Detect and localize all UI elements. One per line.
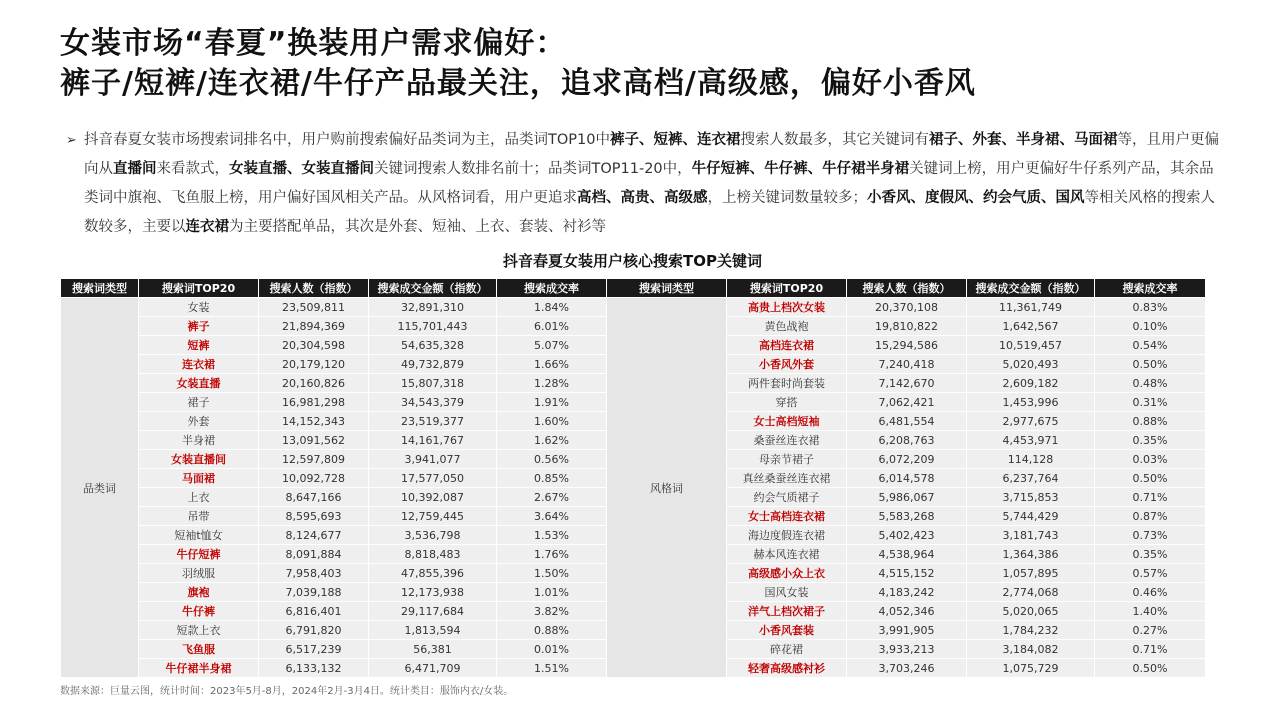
- keyword-cell: 母亲节裙子: [727, 450, 847, 469]
- search-gmv-cell: 34,543,379: [369, 393, 497, 412]
- summary-bold-3: 直播间: [113, 161, 157, 177]
- search-gmv-cell: 47,855,396: [369, 564, 497, 583]
- search-gmv-cell: 5,744,429: [967, 507, 1095, 526]
- search-users-cell: 20,179,120: [259, 355, 369, 374]
- conversion-rate-cell: 0.03%: [1095, 450, 1206, 469]
- summary-bold-4: 女装直播、女装直播间: [229, 161, 374, 177]
- search-users-cell: 16,981,298: [259, 393, 369, 412]
- search-users-cell: 19,810,822: [847, 317, 967, 336]
- conversion-rate-cell: 0.54%: [1095, 336, 1206, 355]
- conversion-rate-cell: 0.88%: [1095, 412, 1206, 431]
- search-users-cell: 6,517,239: [259, 640, 369, 659]
- search-users-cell: 6,133,132: [259, 659, 369, 678]
- search-gmv-cell: 10,392,087: [369, 488, 497, 507]
- data-source-note: 数据来源：巨量云图，统计时间：2023年5月-8月，2024年2月-3月4日。统计类目：服饰内衣/女装。: [60, 686, 514, 697]
- conversion-rate-cell: 1.01%: [497, 583, 607, 602]
- style-type-cell: 风格词: [607, 298, 727, 678]
- search-users-cell: 10,092,728: [259, 469, 369, 488]
- search-gmv-cell: 10,519,457: [967, 336, 1095, 355]
- search-users-cell: 4,183,242: [847, 583, 967, 602]
- search-users-cell: 3,703,246: [847, 659, 967, 678]
- search-gmv-cell: 2,609,182: [967, 374, 1095, 393]
- conversion-rate-cell: 6.01%: [497, 317, 607, 336]
- conversion-rate-cell: 0.73%: [1095, 526, 1206, 545]
- conversion-rate-cell: 0.88%: [497, 621, 607, 640]
- keyword-cell: 洋气上档次裙子: [727, 602, 847, 621]
- search-users-cell: 6,481,554: [847, 412, 967, 431]
- search-users-cell: 8,091,884: [259, 545, 369, 564]
- summary-text-7: ，上榜关键词数量较多；: [707, 190, 867, 206]
- keyword-cell: 小香风套装: [727, 621, 847, 640]
- header-cell: 搜索成交金额（指数）: [369, 279, 497, 298]
- search-users-cell: 20,160,826: [259, 374, 369, 393]
- search-users-cell: 7,142,670: [847, 374, 967, 393]
- search-gmv-cell: 15,807,318: [369, 374, 497, 393]
- conversion-rate-cell: 0.50%: [1095, 355, 1206, 374]
- search-users-cell: 4,515,152: [847, 564, 967, 583]
- search-users-cell: 12,597,809: [259, 450, 369, 469]
- keyword-cell: 短款上衣: [139, 621, 259, 640]
- conversion-rate-cell: 0.46%: [1095, 583, 1206, 602]
- keyword-cell: 牛仔裤: [139, 602, 259, 621]
- keyword-cell: 女士高档连衣裙: [727, 507, 847, 526]
- summary-paragraph: [66, 126, 1226, 242]
- search-users-cell: 6,816,401: [259, 602, 369, 621]
- summary-bold-2: 裙子、外套、半身裙、马面裙: [928, 132, 1118, 148]
- conversion-rate-cell: 1.28%: [497, 374, 607, 393]
- keyword-cell: 马面裙: [139, 469, 259, 488]
- table-body: [61, 298, 1206, 678]
- search-gmv-cell: 1,057,895: [967, 564, 1095, 583]
- keyword-cell: 连衣裙: [139, 355, 259, 374]
- keyword-cell: 高贵上档次女装: [727, 298, 847, 317]
- search-users-cell: 6,014,578: [847, 469, 967, 488]
- conversion-rate-cell: 1.66%: [497, 355, 607, 374]
- keyword-cell: 女装直播间: [139, 450, 259, 469]
- page-title: [60, 24, 1240, 104]
- keyword-cell: 外套: [139, 412, 259, 431]
- conversion-rate-cell: 1.51%: [497, 659, 607, 678]
- table-row: [61, 298, 1206, 317]
- keyword-cell: 半身裙: [139, 431, 259, 450]
- keyword-cell: 飞鱼服: [139, 640, 259, 659]
- keyword-cell: 小香风外套: [727, 355, 847, 374]
- search-gmv-cell: 12,759,445: [369, 507, 497, 526]
- search-gmv-cell: 12,173,938: [369, 583, 497, 602]
- search-gmv-cell: 3,536,798: [369, 526, 497, 545]
- header-cell: 搜索成交率: [1095, 279, 1206, 298]
- summary-text: [66, 126, 1226, 242]
- conversion-rate-cell: 3.82%: [497, 602, 607, 621]
- header-cell: 搜索成交率: [497, 279, 607, 298]
- conversion-rate-cell: 0.83%: [1095, 298, 1206, 317]
- search-gmv-cell: 4,453,971: [967, 431, 1095, 450]
- search-gmv-cell: 8,818,483: [369, 545, 497, 564]
- keyword-cell: 高档连衣裙: [727, 336, 847, 355]
- conversion-rate-cell: 0.71%: [1095, 640, 1206, 659]
- search-users-cell: 8,595,693: [259, 507, 369, 526]
- summary-text-6: 关键词上榜，用户更偏好牛仔系列产品，其余品类词中旗袍、飞鱼服上榜，用户偏好国风相关产品。从风格词看，用户更追求: [84, 161, 1214, 206]
- conversion-rate-cell: 0.31%: [1095, 393, 1206, 412]
- search-users-cell: 7,039,188: [259, 583, 369, 602]
- keyword-cell: 穿搭: [727, 393, 847, 412]
- search-users-cell: 20,304,598: [259, 336, 369, 355]
- keyword-cell: 旗袍: [139, 583, 259, 602]
- search-users-cell: 7,062,421: [847, 393, 967, 412]
- summary-text-8: 等相关风格的搜索人数较多，主要以: [84, 190, 1215, 235]
- header-cell: 搜索词类型: [607, 279, 727, 298]
- search-gmv-cell: 29,117,684: [369, 602, 497, 621]
- search-users-cell: 13,091,562: [259, 431, 369, 450]
- keyword-cell: 裙子: [139, 393, 259, 412]
- summary-bold-6: 高档、高贵、高级感: [577, 190, 708, 206]
- keyword-cell: 海边度假连衣裙: [727, 526, 847, 545]
- conversion-rate-cell: 0.35%: [1095, 431, 1206, 450]
- header-cell: 搜索人数（指数）: [259, 279, 369, 298]
- conversion-rate-cell: 1.84%: [497, 298, 607, 317]
- conversion-rate-cell: 3.64%: [497, 507, 607, 526]
- search-gmv-cell: 1,813,594: [369, 621, 497, 640]
- search-gmv-cell: 49,732,879: [369, 355, 497, 374]
- conversion-rate-cell: 0.50%: [1095, 469, 1206, 488]
- search-gmv-cell: 1,075,729: [967, 659, 1095, 678]
- conversion-rate-cell: 1.53%: [497, 526, 607, 545]
- page-title-line2: 裤子/短裤/连衣裙/牛仔产品最关注，追求高档/高级感，偏好小香风: [60, 66, 976, 101]
- keyword-cell: 约会气质裙子: [727, 488, 847, 507]
- keyword-cell: 赫本风连衣裙: [727, 545, 847, 564]
- header-cell: 搜索成交金额（指数）: [967, 279, 1095, 298]
- search-users-cell: 7,240,418: [847, 355, 967, 374]
- search-gmv-cell: 115,701,443: [369, 317, 497, 336]
- conversion-rate-cell: 0.01%: [497, 640, 607, 659]
- conversion-rate-cell: 5.07%: [497, 336, 607, 355]
- conversion-rate-cell: 0.71%: [1095, 488, 1206, 507]
- search-users-cell: 7,958,403: [259, 564, 369, 583]
- summary-text-4: 来看款式，: [156, 161, 229, 177]
- search-users-cell: 3,933,213: [847, 640, 967, 659]
- search-users-cell: 6,072,209: [847, 450, 967, 469]
- bullet-arrow-icon: ➢: [66, 133, 77, 148]
- search-gmv-cell: 3,941,077: [369, 450, 497, 469]
- search-gmv-cell: 1,453,996: [967, 393, 1095, 412]
- search-users-cell: 21,894,369: [259, 317, 369, 336]
- conversion-rate-cell: 1.76%: [497, 545, 607, 564]
- search-gmv-cell: 2,774,068: [967, 583, 1095, 602]
- search-users-cell: 23,509,811: [259, 298, 369, 317]
- keyword-cell: 两件套时尚套装: [727, 374, 847, 393]
- keyword-cell: 女装直播: [139, 374, 259, 393]
- search-users-cell: 4,052,346: [847, 602, 967, 621]
- search-users-cell: 6,208,763: [847, 431, 967, 450]
- summary-bold-7: 小香风、度假风、约会气质、国风: [867, 190, 1085, 206]
- keyword-table: [60, 278, 1206, 678]
- search-users-cell: 4,538,964: [847, 545, 967, 564]
- summary-text-2: 搜索人数最多，其它关键词有: [740, 132, 929, 148]
- search-gmv-cell: 5,020,065: [967, 602, 1095, 621]
- conversion-rate-cell: 0.50%: [1095, 659, 1206, 678]
- conversion-rate-cell: 0.27%: [1095, 621, 1206, 640]
- search-gmv-cell: 14,161,767: [369, 431, 497, 450]
- conversion-rate-cell: 2.67%: [497, 488, 607, 507]
- keyword-cell: 女装: [139, 298, 259, 317]
- keyword-cell: 高级感小众上衣: [727, 564, 847, 583]
- conversion-rate-cell: 0.87%: [1095, 507, 1206, 526]
- search-gmv-cell: 1,364,386: [967, 545, 1095, 564]
- conversion-rate-cell: 1.40%: [1095, 602, 1206, 621]
- search-users-cell: 5,583,268: [847, 507, 967, 526]
- search-users-cell: 8,124,677: [259, 526, 369, 545]
- conversion-rate-cell: 1.62%: [497, 431, 607, 450]
- search-users-cell: 5,402,423: [847, 526, 967, 545]
- conversion-rate-cell: 1.91%: [497, 393, 607, 412]
- keyword-cell: 裤子: [139, 317, 259, 336]
- search-users-cell: 15,294,586: [847, 336, 967, 355]
- page-title-line1: 女装市场“春夏”换装用户需求偏好：: [60, 26, 567, 61]
- search-users-cell: 6,791,820: [259, 621, 369, 640]
- search-gmv-cell: 5,020,493: [967, 355, 1095, 374]
- keyword-cell: 真丝桑蚕丝连衣裙: [727, 469, 847, 488]
- search-gmv-cell: 3,715,853: [967, 488, 1095, 507]
- keyword-cell: 牛仔短裤: [139, 545, 259, 564]
- search-users-cell: 8,647,166: [259, 488, 369, 507]
- summary-bold-1: 裤子、短裤、连衣裙: [609, 132, 741, 148]
- keyword-cell: 碎花裙: [727, 640, 847, 659]
- conversion-rate-cell: 1.60%: [497, 412, 607, 431]
- keyword-cell: 牛仔裙半身裙: [139, 659, 259, 678]
- search-gmv-cell: 54,635,328: [369, 336, 497, 355]
- keyword-cell: 短裤: [139, 336, 259, 355]
- header-cell: 搜索词类型: [61, 279, 139, 298]
- search-gmv-cell: 23,519,377: [369, 412, 497, 431]
- search-gmv-cell: 32,891,310: [369, 298, 497, 317]
- search-users-cell: 14,152,343: [259, 412, 369, 431]
- category-type-cell: 品类词: [61, 298, 139, 678]
- conversion-rate-cell: 1.50%: [497, 564, 607, 583]
- conversion-rate-cell: 0.57%: [1095, 564, 1206, 583]
- header-cell: 搜索词TOP20: [727, 279, 847, 298]
- keyword-cell: 桑蚕丝连衣裙: [727, 431, 847, 450]
- summary-bold-8: 连衣裙: [185, 219, 229, 235]
- conversion-rate-cell: 0.56%: [497, 450, 607, 469]
- keyword-cell: 国风女装: [727, 583, 847, 602]
- summary-bold-5: 牛仔短裤、牛仔裤、牛仔裙半身裙: [691, 161, 910, 177]
- keyword-cell: 黄色战袍: [727, 317, 847, 336]
- search-gmv-cell: 3,184,082: [967, 640, 1095, 659]
- summary-text-9: 为主要搭配单品，其次是外套、短袖、上衣、套装、衬衫等: [229, 219, 606, 235]
- search-gmv-cell: 2,977,675: [967, 412, 1095, 431]
- summary-text-1: 抖音春夏女装市场搜索词排名中，用户购前搜索偏好品类词为主，品类词TOP10中: [84, 132, 610, 148]
- keyword-cell: 吊带: [139, 507, 259, 526]
- header-cell: 搜索词TOP20: [139, 279, 259, 298]
- search-gmv-cell: 3,181,743: [967, 526, 1095, 545]
- summary-text-5: 关键词搜索人数排名前十；品类词TOP11-20中，: [374, 161, 692, 177]
- conversion-rate-cell: 0.85%: [497, 469, 607, 488]
- search-gmv-cell: 114,128: [967, 450, 1095, 469]
- keyword-cell: 短袖t恤女: [139, 526, 259, 545]
- search-gmv-cell: 6,237,764: [967, 469, 1095, 488]
- search-gmv-cell: 1,642,567: [967, 317, 1095, 336]
- search-users-cell: 3,991,905: [847, 621, 967, 640]
- keyword-cell: 羽绒服: [139, 564, 259, 583]
- header-cell: 搜索人数（指数）: [847, 279, 967, 298]
- search-gmv-cell: 1,784,232: [967, 621, 1095, 640]
- search-users-cell: 5,986,067: [847, 488, 967, 507]
- keyword-cell: 轻奢高级感衬衫: [727, 659, 847, 678]
- summary-text-3: 等，且用户更偏向从: [84, 132, 1219, 177]
- keyword-cell: 上衣: [139, 488, 259, 507]
- search-gmv-cell: 17,577,050: [369, 469, 497, 488]
- table-header-row: [61, 279, 1206, 298]
- conversion-rate-cell: 0.10%: [1095, 317, 1206, 336]
- keyword-cell: 女士高档短袖: [727, 412, 847, 431]
- conversion-rate-cell: 0.48%: [1095, 374, 1206, 393]
- conversion-rate-cell: 0.35%: [1095, 545, 1206, 564]
- search-gmv-cell: 56,381: [369, 640, 497, 659]
- search-users-cell: 20,370,108: [847, 298, 967, 317]
- search-gmv-cell: 11,361,749: [967, 298, 1095, 317]
- table-title: 抖音春夏女装用户核心搜索TOP关键词: [503, 252, 762, 270]
- search-gmv-cell: 6,471,709: [369, 659, 497, 678]
